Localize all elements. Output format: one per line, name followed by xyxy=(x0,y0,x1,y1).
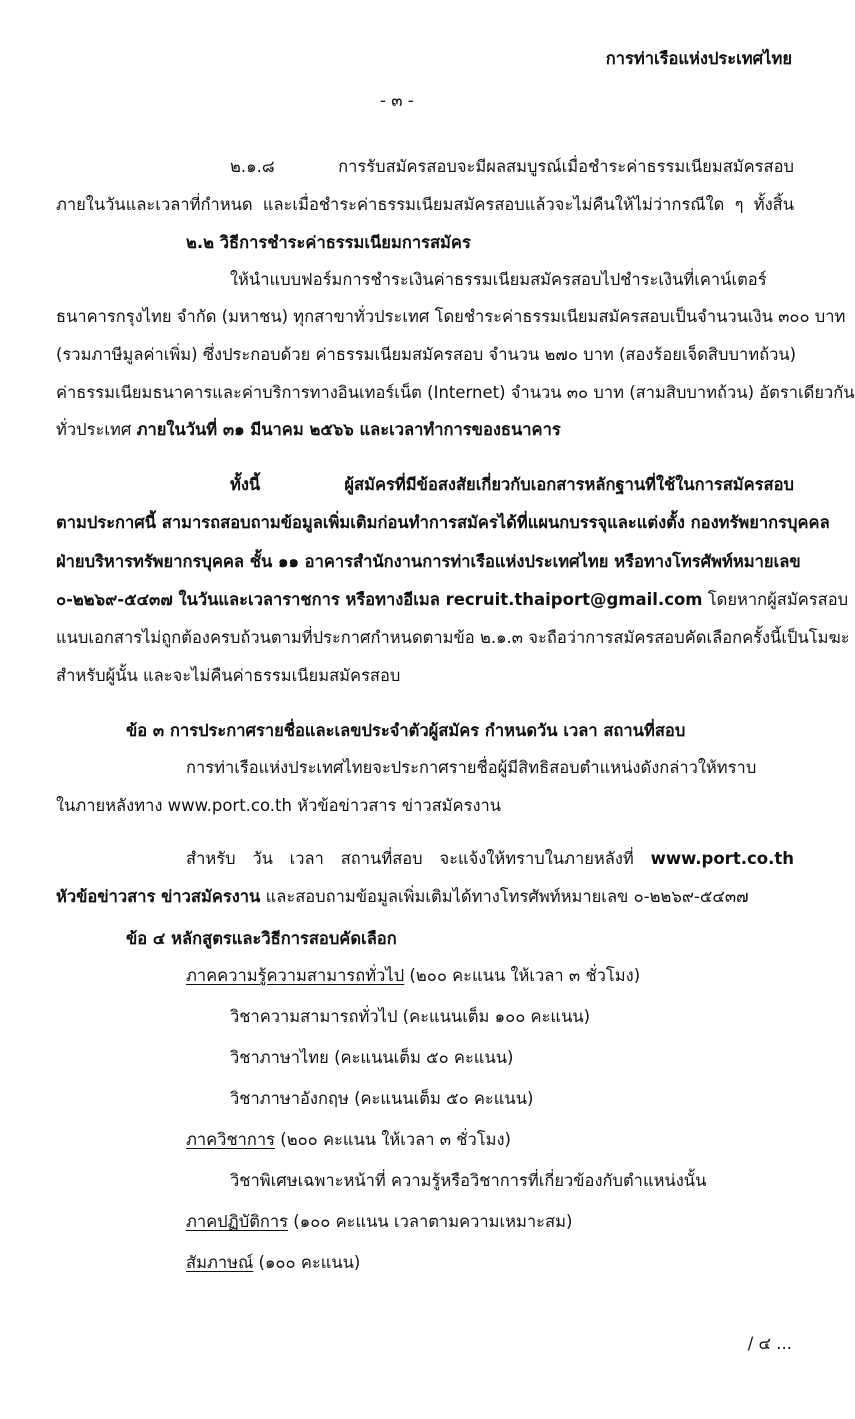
note-line-4 xyxy=(56,589,849,611)
section-4-heading: ข้อ ๔ หลักสูตรและวิธีการสอบคัดเลือก xyxy=(126,929,397,948)
part-general-ability-detail: (๒๐๐ คะแนน ให้เวลา ๓ ชั่วโมง) xyxy=(404,966,641,985)
part-interview xyxy=(186,1252,360,1274)
clause-2-1-8-line-1: ๒.๑.๘ การรับสมัครสอบจะมีผลสมบูรณ์เมื่อชำระค่าธรรมเนียมสมัครสอบ xyxy=(230,157,794,176)
section-2-2-line-1: ให้นำแบบฟอร์มการชำระเงินค่าธรรมเนียมสมัครสอบไปชำระเงินที่เคาน์เตอร์ xyxy=(230,270,767,289)
part-practical-title: ภาคปฏิบัติการ xyxy=(186,1212,289,1231)
section-3-line-3-lead: สำหรับ วัน เวลา สถานที่สอบ จะแจ้งให้ทราบในภายหลังที่ xyxy=(186,849,651,868)
next-page-indicator: / ๔ ... xyxy=(747,1334,792,1353)
organization-header: การท่าเรือแห่งประเทศไทย xyxy=(605,49,792,68)
section-3-heading: ข้อ ๓ การประกาศรายชื่อและเลขประจำตัวผู้สมัคร กำหนดวัน เวลา สถานที่สอบ xyxy=(126,721,686,740)
subject-specific: วิชาพิเศษเฉพาะหน้าที่ ความรู้หรือวิชาการที่เกี่ยวข้องกับตำแหน่งนั้น xyxy=(230,1171,707,1190)
part-general-ability-title: ภาคความรู้ความสามารถทั่วไป xyxy=(186,966,405,985)
section-2-2-line-4: ค่าธรรมเนียมธนาคารและค่าบริการทางอินเทอร์เน็ต (Internet) จำนวน ๓๐ บาท (สามสิบบาทถ้วน) อัตราเดียวกัน xyxy=(56,383,855,402)
part-practical-detail: (๑๐๐ คะแนน เวลาตามความเหมาะสม) xyxy=(288,1212,573,1231)
clause-2-1-8-line-2: ภายในวันและเวลาที่กำหนด และเมื่อชำระค่าธรรมเนียมสมัครสอบแล้วจะไม่คืนให้ไม่ว่ากรณีใด ๆ ทั้งสิ้น xyxy=(56,195,794,214)
part-interview-detail: (๑๐๐ คะแนน) xyxy=(253,1253,361,1272)
subject-english: วิชาภาษาอังกฤษ (คะแนนเต็ม ๕๐ คะแนน) xyxy=(230,1089,534,1108)
subject-thai: วิชาภาษาไทย (คะแนนเต็ม ๕๐ คะแนน) xyxy=(230,1048,514,1067)
note-line-4-tail: โดยหากผู้สมัครสอบ xyxy=(702,590,849,609)
note-line-1: ทั้งนี้ ผู้สมัครที่มีข้อสงสัยเกี่ยวกับเอกสารหลักฐานที่ใช้ในการสมัครสอบ xyxy=(230,475,794,494)
part-practical xyxy=(186,1211,572,1233)
note-line-2: ตามประกาศนี้ สามารถสอบถามข้อมูลเพิ่มเติมก่อนทำการสมัครได้ที่แผนกบรรจุและแต่งตั้ง กองทรัพยากรบุคคล xyxy=(56,513,830,532)
section-3-line-1: การท่าเรือแห่งประเทศไทยจะประกาศรายชื่อผู้มีสิทธิสอบตำแหน่งดังกล่าวให้ทราบ xyxy=(186,758,757,777)
part-academic-title: ภาควิชาการ xyxy=(186,1130,276,1149)
note-line-6: สำหรับผู้นั้น และจะไม่คืนค่าธรรมเนียมสมัครสอบ xyxy=(56,666,401,685)
port-website: www.port.co.th xyxy=(650,849,794,868)
section-2-2-line-2: ธนาคารกรุงไทย จำกัด (มหาชน) ทุกสาขาทั่วประเทศ โดยชำระค่าธรรมเนียมสมัครสอบเป็นจำนวนเงิน ๓๐๐ บาท xyxy=(56,307,846,326)
section-3-line-4-tail: และสอบถามข้อมูลเพิ่มเติมได้ทางโทรศัพท์หมายเลข ๐-๒๒๖๙-๕๔๓๗ xyxy=(260,887,749,906)
payment-deadline: ภายในวันที่ ๓๑ มีนาคม ๒๕๖๖ และเวลาทำการของธนาคาร xyxy=(136,420,561,439)
section-2-2-heading: ๒.๒ วิธีการชำระค่าธรรมเนียมการสมัคร xyxy=(186,233,471,252)
subject-general-ability: วิชาความสามารถทั่วไป (คะแนนเต็ม ๑๐๐ คะแนน) xyxy=(230,1007,591,1026)
section-3-line-2: ในภายหลังทาง www.port.co.th หัวข้อข่าวสาร ข่าวสมัครงาน xyxy=(56,796,502,815)
section-3-line-4 xyxy=(56,886,749,908)
contact-phone-email: ๐-๒๒๖๙-๕๔๓๗ ในวันและเวลาราชการ หรือทางอีเมล recruit.thaiport@gmail.com xyxy=(56,590,703,609)
part-academic-detail: (๒๐๐ คะแนน ให้เวลา ๓ ชั่วโมง) xyxy=(275,1130,511,1149)
section-2-2-line-5 xyxy=(56,419,561,441)
note-line-5: แนบเอกสารไม่ถูกต้องครบถ้วนตามที่ประกาศกำหนดตามข้อ ๒.๑.๓ จะถือว่าการสมัครสอบคัดเลือกครั้งนี้เป็นโมฆะ xyxy=(56,628,850,647)
news-topic: หัวข้อข่าวสาร ข่าวสมัครงาน xyxy=(56,887,261,906)
part-interview-title: สัมภาษณ์ xyxy=(186,1253,254,1272)
part-general-ability xyxy=(186,965,640,987)
section-2-2-line-5-lead: ทั่วประเทศ xyxy=(56,420,137,439)
part-academic xyxy=(186,1129,511,1151)
section-3-line-3 xyxy=(186,848,794,870)
page-number: - ๓ - xyxy=(380,91,414,110)
section-2-2-line-3: (รวมภาษีมูลค่าเพิ่ม) ซึ่งประกอบด้วย ค่าธรรมเนียมสมัครสอบ จำนวน ๒๗๐ บาท (สองร้อยเจ็ดสิบบาทถ้วน) xyxy=(56,345,797,364)
note-line-3: ฝ่ายบริหารทรัพยากรบุคคล ชั้น ๑๑ อาคารสำนักงานการท่าเรือแห่งประเทศไทย หรือทางโทรศัพท์หมายเลข xyxy=(56,552,801,571)
